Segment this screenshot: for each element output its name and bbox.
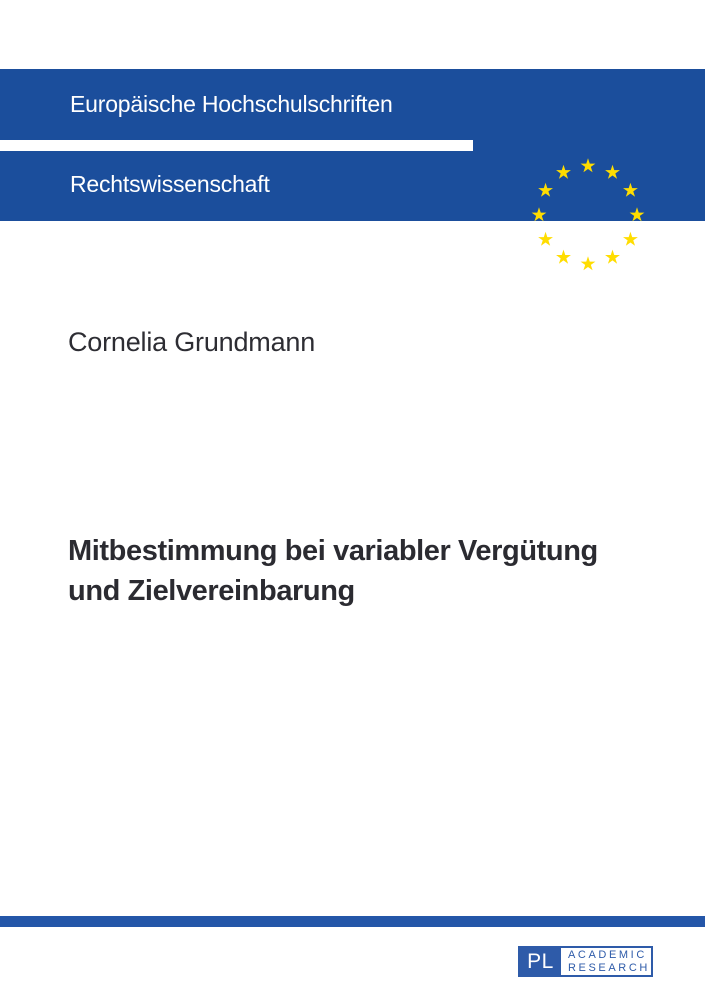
eu-star [538, 232, 553, 246]
eu-star [623, 183, 638, 197]
eu-star [581, 158, 596, 172]
eu-star [623, 232, 638, 246]
publisher-logo [518, 946, 653, 977]
eu-star [630, 207, 645, 221]
series-divider-stripe [0, 140, 473, 151]
eu-stars-icon [523, 150, 653, 280]
eu-star [581, 256, 596, 270]
eu-star [605, 250, 620, 264]
publisher-initials-box [520, 948, 561, 975]
book-title-line2: und Zielvereinbarung [68, 575, 355, 607]
book-title [68, 531, 598, 611]
publisher-name-line1: ACADEMIC [568, 949, 647, 961]
eu-star [605, 165, 620, 179]
publisher-initials: PL [527, 949, 554, 973]
book-title-line1: Mitbestimmung bei variabler Vergütung [68, 535, 598, 567]
eu-star [538, 183, 553, 197]
series-title: Europäische Hochschulschriften [70, 91, 393, 117]
publisher-name [561, 948, 651, 975]
footer-rule [0, 916, 705, 927]
eu-star [532, 207, 547, 221]
publisher-name-line2: RESEARCH [568, 961, 650, 974]
author-name: Cornelia Grundmann [68, 327, 316, 357]
eu-star [556, 165, 571, 179]
subseries-title: Rechtswissenschaft [70, 171, 270, 197]
eu-star [556, 250, 571, 264]
